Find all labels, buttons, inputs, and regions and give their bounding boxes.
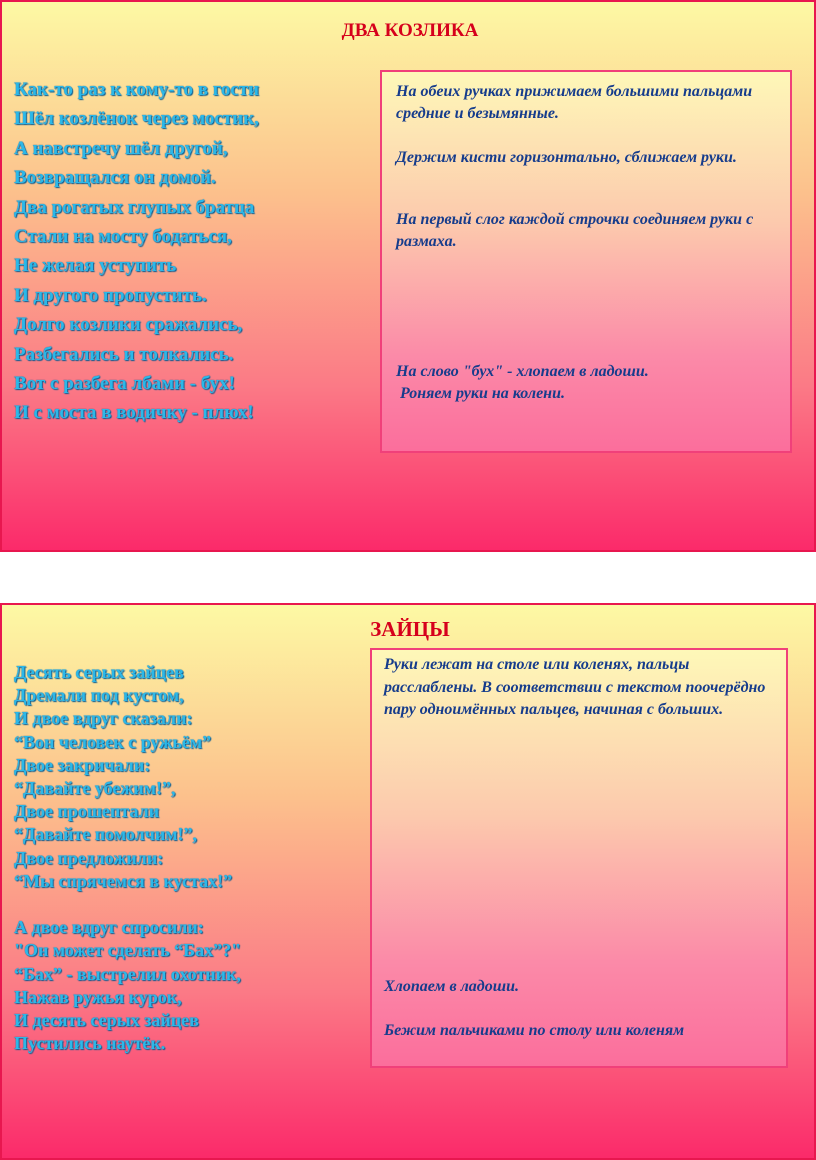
game-card-two-goats [0, 0, 816, 552]
card-title: ДВА КОЗЛИКА [341, 20, 479, 41]
poem-line: А двое вдруг спросили: [14, 917, 204, 938]
poem-line: “Давайте убежим!”, [14, 778, 176, 799]
instruction-text: Держим кисти горизонтально, сближаем руки. [396, 149, 737, 166]
poem-line: А навстречу шёл другой, [14, 137, 228, 159]
instruction-text: На обеих ручках прижимаем большими пальцами средние и безымянные. [396, 83, 753, 122]
poem-line: И двое вдруг сказали: [14, 708, 193, 729]
poem-line: Стали на мосту бодаться, [14, 226, 232, 248]
card-title: ЗАЙЦЫ [370, 617, 450, 641]
instruction-text: Руки лежат на столе или коленях, пальцы расслаблены. В соответствии с текстом поочерёдно пару одноимённых пальцев, начиная с больших. [384, 656, 766, 718]
poem-line: Дремали под кустом, [14, 685, 184, 706]
instructions-box [370, 648, 788, 1068]
poem-line: “Вон человек с ружьём” [14, 731, 212, 752]
game-card-hares [0, 603, 816, 1160]
poem-line: Как-то раз к кому-то в гости [14, 79, 260, 100]
poem-line: “Давайте помолчим!”, [14, 824, 197, 845]
poem-line: “Бах” - выстрелил охотник, [14, 963, 241, 984]
instruction-text: Роняем руки на колени. [400, 385, 565, 402]
instruction-text: На слово "бух" - хлопаем в ладоши. [396, 363, 649, 380]
poem-text [14, 75, 259, 428]
poem-line: И с моста в водичку - плюх! [14, 402, 254, 424]
poem-line: Разбегались и толкались. [14, 343, 234, 365]
poem-line: Пустились наутёк. [14, 1033, 166, 1054]
instruction-text: Хлопаем в ладоши. [384, 978, 519, 995]
poem-line: Двое прошептали [14, 801, 160, 822]
poem-line: Не желая уступить [14, 255, 177, 277]
poem-line: “Мы спрячемся в кустах!” [14, 870, 233, 891]
poem-line: Вот с разбега лбами - бух! [14, 373, 235, 395]
poem-line: Двое предложили: [14, 847, 164, 868]
instruction-text: На первый слог каждой строчки соединяем руки с размаха. [396, 211, 754, 250]
poem-line: Два рогатых глупых братца [14, 196, 255, 218]
poem-line: И другого пропустить. [14, 284, 207, 306]
poem-line: Долго козлики сражались, [14, 314, 243, 336]
poem-line: Десять серых зайцев [14, 662, 184, 682]
poem-line: Возвращался он домой. [14, 167, 216, 189]
poem-line: Нажав ружья курок, [14, 986, 182, 1007]
poem-line: Двое закричали: [14, 754, 151, 775]
instructions-box [380, 70, 792, 453]
poem-text [14, 661, 241, 1055]
instruction-text: Бежим пальчиками по столу или коленям [384, 1022, 685, 1039]
poem-line: Шёл козлёнок через мостик, [14, 108, 259, 130]
poem-line: И десять серых зайцев [14, 1010, 199, 1031]
poem-line: "Он может сделать “Бах”?" [14, 940, 242, 961]
poem-stanza-break [14, 893, 241, 916]
